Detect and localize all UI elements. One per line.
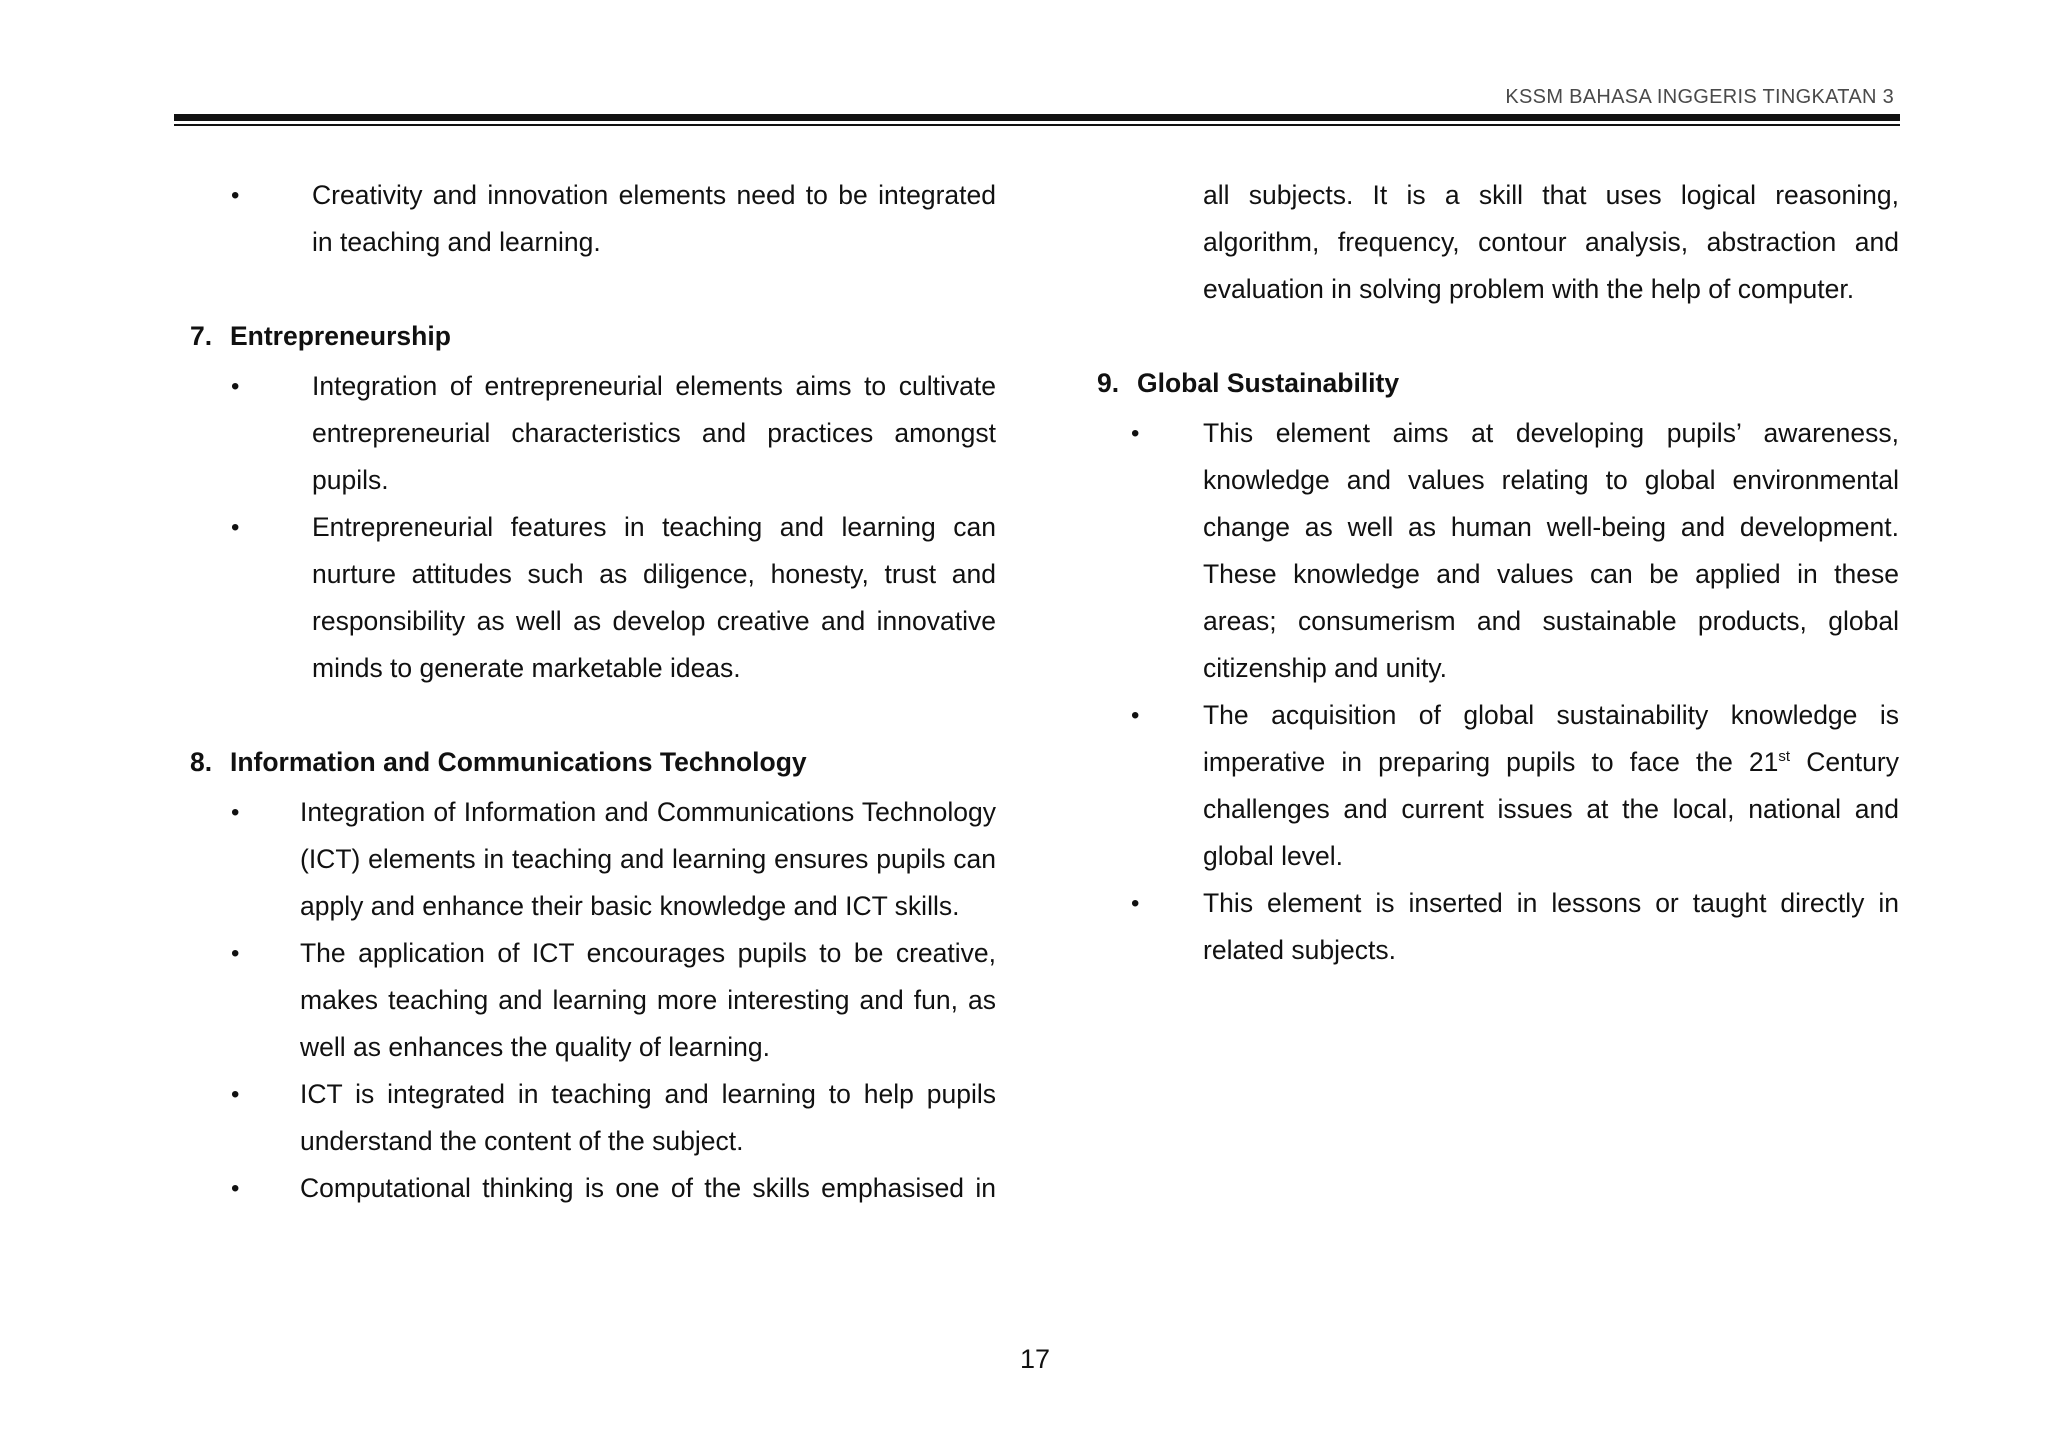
bullet-text: This element aims at developing pupils’ awareness, knowledge and values relating to global environmental change as well as human well-being and development. These knowledge and values can be applied in these areas; consumerism and sustainable products, global citizenship and unity.	[1203, 418, 1899, 683]
section-title: Entrepreneurship	[230, 321, 451, 351]
bullet-icon: •	[231, 182, 240, 209]
section-number: 8.	[190, 747, 213, 777]
list-item	[1097, 880, 1899, 974]
bullet-icon: •	[231, 1081, 240, 1108]
list-item	[1097, 410, 1899, 692]
bullet-text-part: The acquisition of global sustainability knowledge is imperative in preparing pupils to face the 21	[1203, 700, 1899, 777]
bullet-icon: •	[1131, 890, 1140, 917]
left-column	[190, 172, 996, 1212]
bullet-icon: •	[231, 514, 240, 541]
list-item	[190, 930, 996, 1071]
bullet-text: The application of ICT encourages pupils to be creative, makes teaching and learning more interesting and fun, as well as enhances the quality of learning.	[300, 938, 996, 1062]
bullet-text: Integration of entrepreneurial elements aims to cultivate entrepreneurial characteristics and practices amongst pupils.	[312, 371, 996, 495]
list-item	[190, 363, 996, 504]
superscript: st	[1778, 748, 1791, 766]
bullet-icon: •	[1131, 420, 1140, 447]
section-heading-8	[190, 739, 996, 786]
list-item	[190, 172, 996, 266]
running-header: KSSM BAHASA INGGERIS TINGKATAN 3	[1505, 86, 1894, 108]
bullet-text: ICT is integrated in teaching and learning to help pupils understand the content of the subject.	[300, 1079, 996, 1156]
page-number: 17	[1019, 1344, 1051, 1374]
bullet-text-part: Century challenges and current issues at the local, national and global level.	[1203, 747, 1899, 871]
bullet-icon: •	[231, 940, 240, 967]
section-heading-7	[190, 313, 996, 360]
continued-paragraph: all subjects. It is a skill that uses logical reasoning, algorithm, frequency, contour analysis, abstraction and evaluation in solving problem with the help of computer.	[1203, 180, 1899, 304]
section-number: 9.	[1097, 368, 1120, 398]
bullet-text: Computational thinking is one of the skills emphasised in	[300, 1173, 996, 1203]
bullet-icon: •	[231, 799, 240, 826]
section-heading-9	[1097, 360, 1899, 407]
bullet-text	[1203, 700, 1899, 871]
list-item	[190, 1165, 996, 1212]
bullet-text: This element is inserted in lessons or taught directly in related subjects.	[1203, 888, 1899, 965]
bullet-icon: •	[231, 1175, 240, 1202]
list-item	[190, 504, 996, 692]
section-title: Information and Communications Technology	[230, 747, 807, 777]
header-rule-thick	[174, 114, 1900, 121]
list-item	[1097, 692, 1899, 880]
section-number: 7.	[190, 321, 213, 351]
list-item	[190, 1071, 996, 1165]
bullet-icon: •	[1131, 702, 1140, 729]
bullet-text: Creativity and innovation elements need to be integrated in teaching and learning.	[312, 180, 996, 257]
bullet-icon: •	[231, 373, 240, 400]
bullet-text: Entrepreneurial features in teaching and learning can nurture attitudes such as diligence, honesty, trust and responsibility as well as develop creative and innovative minds to generate marketable ideas.	[312, 512, 996, 683]
list-item	[190, 789, 996, 930]
header-rule-thin	[174, 124, 1900, 126]
section-title: Global Sustainability	[1137, 368, 1400, 398]
bullet-text: Integration of Information and Communications Technology (ICT) elements in teaching and learning ensures pupils can apply and enhance their basic knowledge and ICT skills.	[300, 797, 996, 921]
right-column	[1097, 172, 1899, 974]
